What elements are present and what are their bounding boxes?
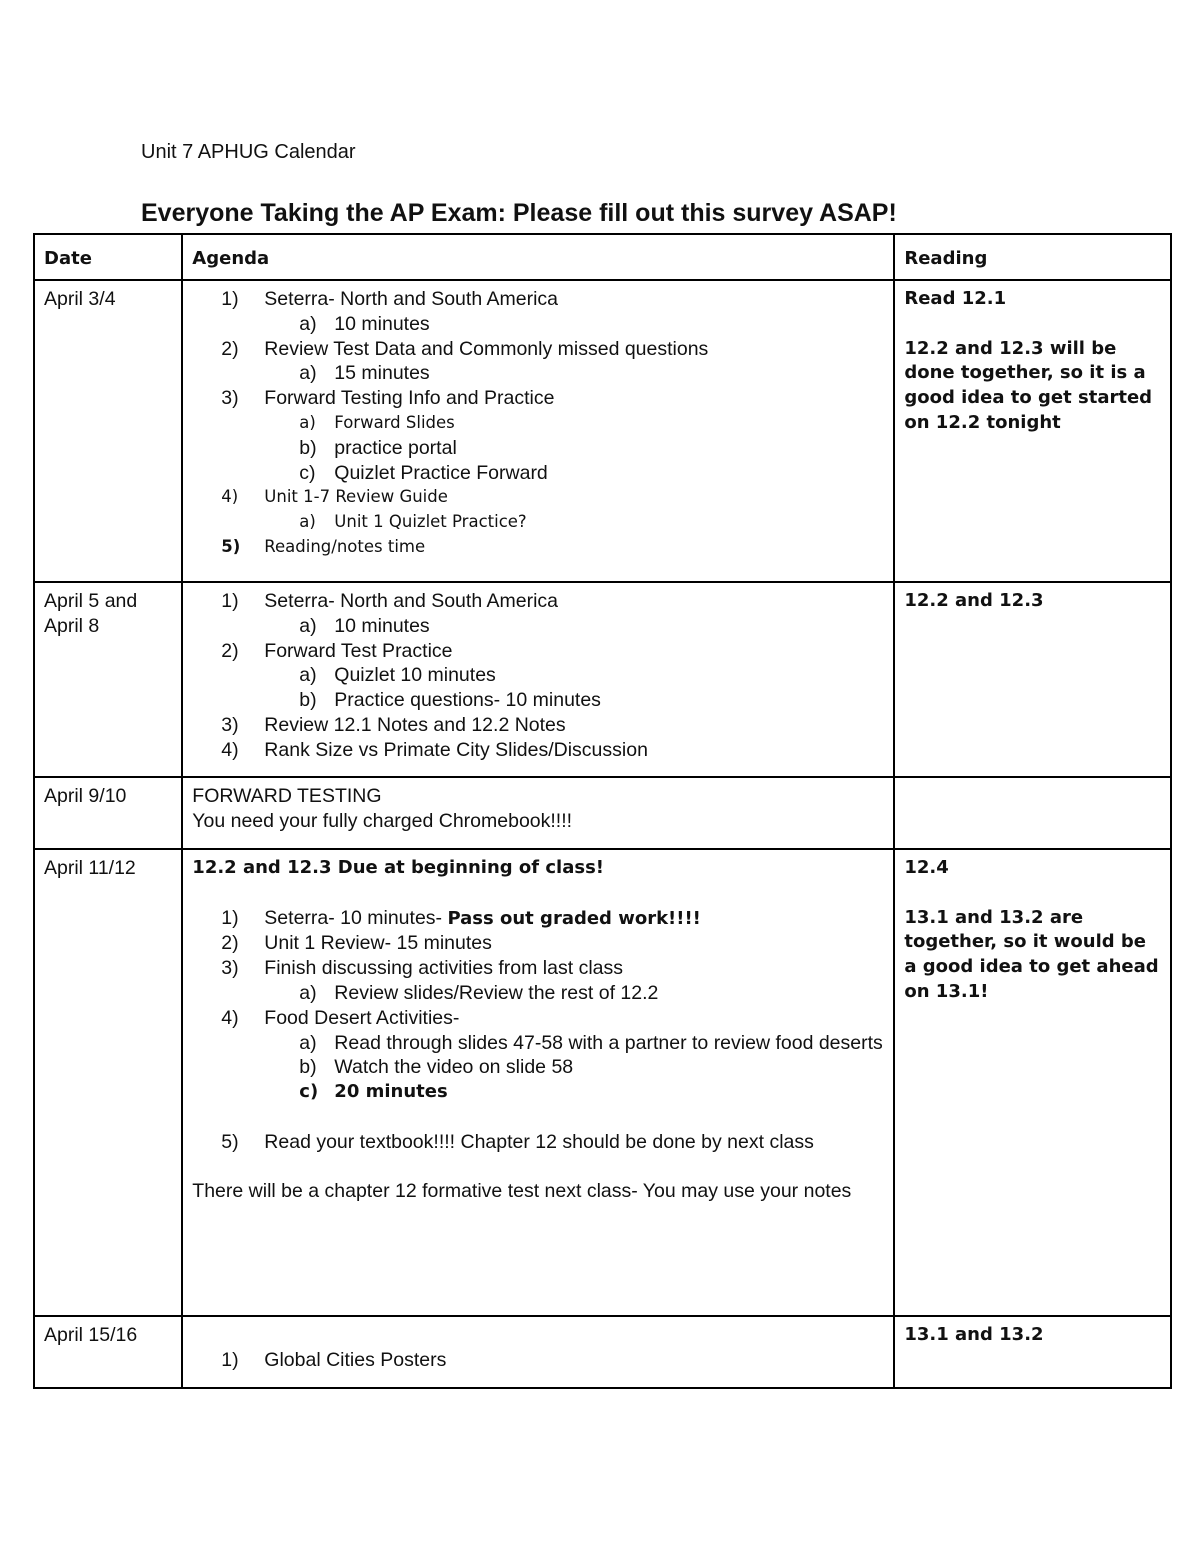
table-row (34, 777, 1171, 849)
agenda-list (192, 1348, 885, 1373)
table-row (34, 849, 1171, 1316)
agenda-subitem: b) Practice questions- 10 minutes (299, 689, 601, 712)
row-date: April 15/16 (34, 1316, 182, 1388)
row-reading (894, 1316, 1171, 1388)
row-reading (894, 582, 1171, 777)
agenda-item: 1) Seterra- North and South America a) 10 minutes (192, 287, 885, 337)
row-agenda (182, 849, 894, 1316)
agenda-item[interactable]: 4) Unit 1-7 Review Guide a) Unit 1 Quizlet Practice? (192, 485, 885, 535)
row-reading (894, 849, 1171, 1316)
agenda-item: 1) Seterra- 10 minutes- Pass out graded work!!!! (221, 906, 701, 929)
calendar-table (33, 233, 1172, 1389)
agenda-item: 3) Review 12.1 Notes and 12.2 Notes (221, 713, 566, 736)
reading-line: 12.4 (904, 857, 949, 878)
agenda-subitem[interactable]: a) Forward Slides (299, 412, 455, 432)
agenda-list (192, 287, 885, 560)
reading-line: 13.1 and 13.2 are together, so it would be a good idea to get ahead on 13.1! (904, 906, 1159, 1002)
agenda-list (192, 589, 885, 763)
row-reading (894, 280, 1171, 582)
reading-line: 13.1 and 13.2 (904, 1324, 1044, 1345)
table-header-row (34, 234, 1171, 280)
agenda-line: FORWARD TESTING (192, 785, 382, 807)
agenda-subitem: a) 10 minutes (299, 614, 430, 637)
agenda-item: 2) Forward Test Practice a) Quizlet 10 minutes b) Practice questions- 10 minutes (192, 639, 885, 713)
agenda-subitem[interactable]: c) Quizlet Practice Forward (299, 461, 548, 484)
agenda-subitem: a) Read through slides 47-58 with a partner to review food deserts (299, 1031, 883, 1054)
header-reading: Reading (894, 234, 1171, 280)
agenda-item: 5) Read your textbook!!!! Chapter 12 should be done by next class (221, 1130, 814, 1153)
header-date: Date (34, 234, 182, 280)
agenda-list (192, 906, 885, 1155)
table-row (34, 1316, 1171, 1388)
agenda-subitem[interactable]: b) practice portal (299, 436, 457, 459)
row-agenda (182, 1316, 894, 1388)
agenda-item: 5) Reading/notes time (221, 536, 426, 556)
agenda-line: You need your fully charged Chromebook!!!! (192, 809, 573, 832)
document-title: Unit 7 APHUG Calendar (141, 141, 356, 163)
agenda-subitem: a) 15 minutes (299, 362, 430, 385)
agenda-item: 2) Unit 1 Review- 15 minutes (221, 932, 492, 955)
agenda-item: 4) Rank Size vs Primate City Slides/Discussion (221, 738, 648, 761)
table-row (34, 582, 1171, 777)
survey-banner[interactable]: Everyone Taking the AP Exam: Please fill out this survey ASAP! (141, 199, 897, 227)
agenda-item: 2) Review Test Data and Commonly missed questions a) 15 minutes (192, 337, 885, 387)
row-date: April 9/10 (34, 777, 182, 849)
agenda-item: 1) Seterra- North and South America a) 10 minutes (192, 589, 885, 639)
agenda-subitem: a) 10 minutes (299, 312, 430, 335)
reading-line: Read 12.1 (904, 288, 1007, 309)
agenda-subitem: a) Quizlet 10 minutes (299, 664, 496, 687)
agenda-subitem[interactable]: a) Unit 1 Quizlet Practice? (299, 512, 527, 532)
agenda-item: 1) Global Cities Posters (221, 1348, 447, 1371)
row-date: April 3/4 (34, 280, 182, 582)
row-agenda (182, 280, 894, 582)
reading-line: 12.2 and 12.3 will be done together, so it is a good idea to get started on 12.2 tonight (904, 337, 1153, 433)
agenda-subitem: c) 20 minutes (299, 1081, 448, 1103)
table-row (34, 280, 1171, 582)
row-agenda (182, 777, 894, 849)
reading-line: 12.2 and 12.3 (904, 590, 1044, 611)
agenda-item: 3) Forward Testing Info and Practice a) Forward Slides b) practice portal c) Quizlet Practice Forward (192, 386, 885, 485)
row-agenda (182, 582, 894, 777)
row-date: April 5 and April 8 (34, 582, 182, 777)
row-reading (894, 777, 1171, 849)
header-agenda: Agenda (182, 234, 894, 280)
agenda-subitem: a) Review slides/Review the rest of 12.2 (299, 981, 659, 1004)
test-note: There will be a chapter 12 formative test next class- You may use your notes (192, 1180, 852, 1203)
row-date: April 11/12 (34, 849, 182, 1316)
agenda-item: 3) Finish discussing activities from last class a) Review slides/Review the rest of 12.2 (192, 956, 885, 1006)
agenda-item: 4) Food Desert Activities- a) Read through slides 47-58 with a partner to review food deserts b) Watch the video on slide 58 c) 20 minutes (192, 1006, 885, 1105)
agenda-subitem: b) Watch the video on slide 58 (299, 1056, 574, 1079)
due-notice: 12.2 and 12.3 Due at beginning of class! (192, 857, 605, 878)
